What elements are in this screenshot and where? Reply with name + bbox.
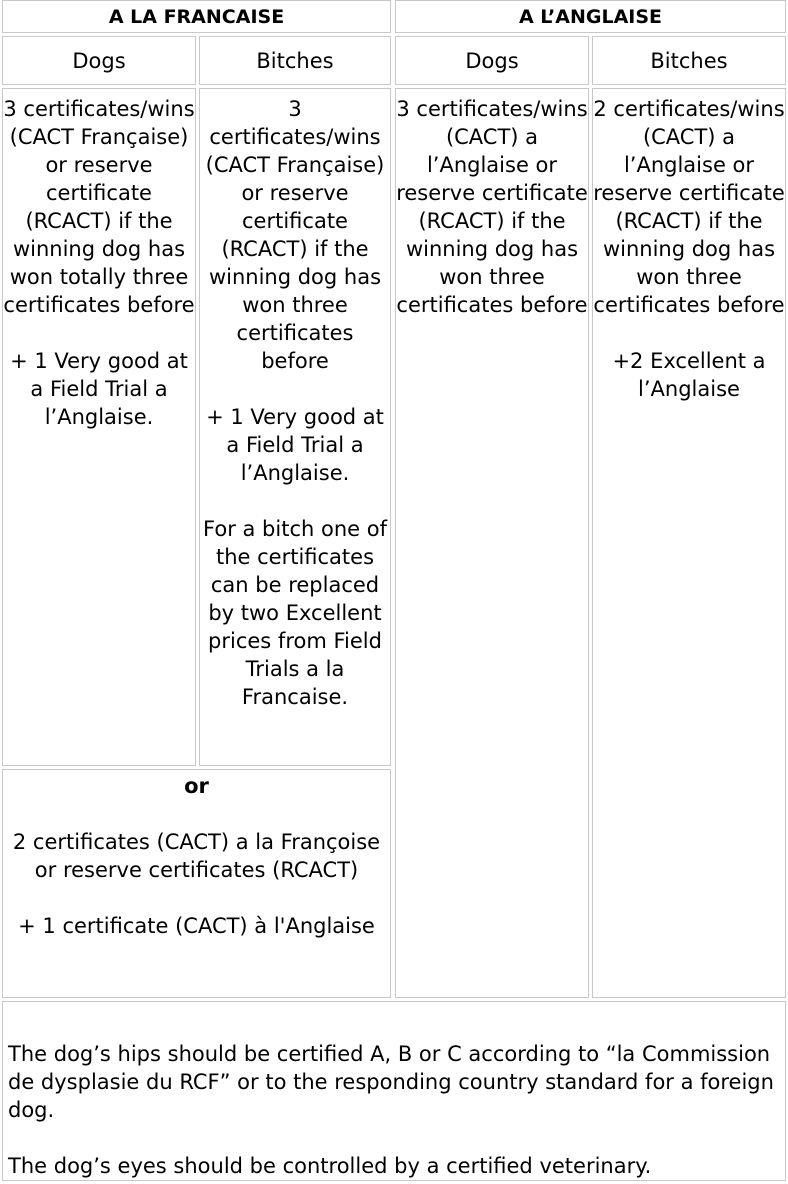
fr-dogs-field-trial: + 1 Very good at a Field Trial a l’Anglaise.	[10, 349, 188, 429]
footer-eyes-note: The dog’s eyes should be controlled by a certified veterinary.	[8, 1154, 652, 1178]
fr-bitches-field-trial: + 1 Very good at a Field Trial a l’Anglaise.	[206, 405, 384, 485]
cell-en-dogs	[395, 88, 589, 998]
subheader-en-dogs: Dogs	[395, 36, 589, 85]
header-a-l-anglaise: A L’ANGLAISE	[395, 0, 786, 33]
fr-dogs-requirement: 3 certificates/wins (CACT Française) or reserve certificate (RCACT) if the winning dog has won totally three certificates before	[3, 97, 195, 317]
alternative-or-label: or	[184, 774, 209, 798]
cell-en-bitches	[592, 88, 786, 998]
en-bitches-excellent: +2 Excellent a l’Anglaise	[612, 349, 766, 401]
fr-bitches-note: For a bitch one of the certificates can be replaced by two Excellent prices from Field Trials a la Francaise.	[203, 517, 387, 709]
cell-fr-bitches	[199, 88, 391, 766]
en-bitches-requirement: 2 certificates/wins (CACT) a l’Anglaise or reserve certificate (RCACT) if the winning dog has won three certificates before	[593, 97, 785, 317]
cell-fr-dogs	[2, 88, 196, 766]
alternative-anglaise: + 1 certificate (CACT) à l'Anglaise	[18, 914, 375, 938]
header-a-la-francaise: A LA FRANCAISE	[2, 0, 391, 33]
subheader-fr-dogs: Dogs	[2, 36, 196, 85]
footer-notes	[2, 1001, 786, 1181]
cell-fr-alternative	[2, 769, 391, 998]
subheader-fr-bitches: Bitches	[199, 36, 391, 85]
subheader-en-bitches: Bitches	[592, 36, 786, 85]
en-dogs-requirement: 3 certificates/wins (CACT) a l’Anglaise or reserve certificate (RCACT) if the winning dog has won three certificates before	[396, 97, 588, 317]
alternative-requirement: 2 certificates (CACT) a la Françoise or reserve certificates (RCACT)	[12, 830, 381, 882]
footer-hips-note: The dog’s hips should be certified A, B or C according to “la Commission de dysplasie du RCF” or to the responding country standard for a foreign dog.	[8, 1042, 774, 1122]
fr-bitches-requirement: 3 certificates/wins (CACT Française) or reserve certificate (RCACT) if the winning dog has won three certificates before	[205, 97, 385, 373]
